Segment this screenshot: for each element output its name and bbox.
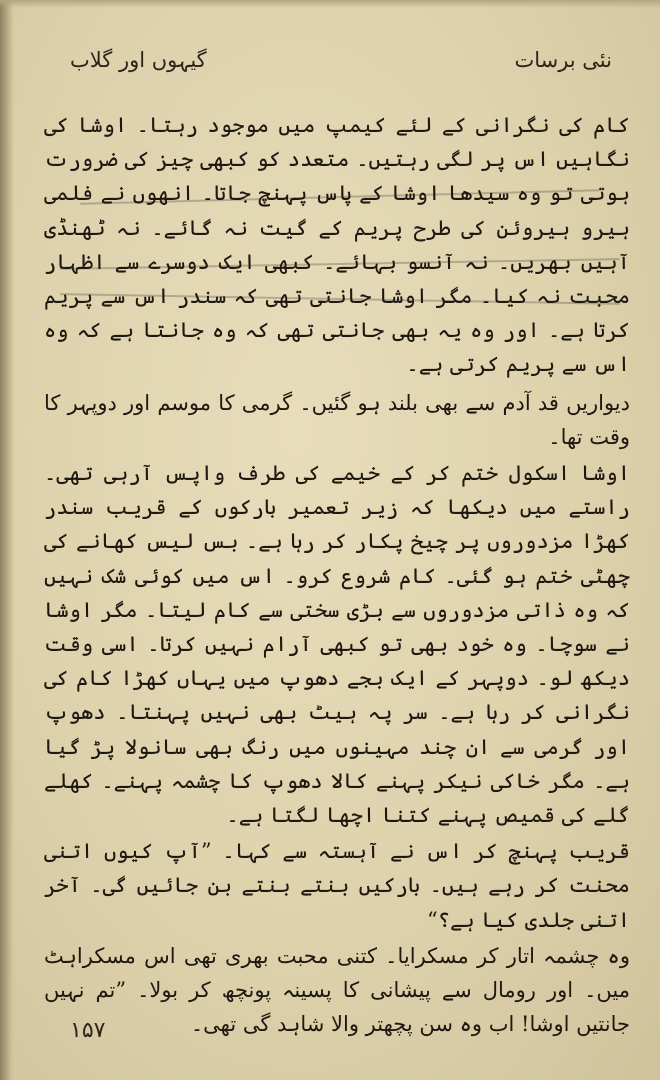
paragraph: کام کی نگرانی کے لئے کیمپ میں موجود رہتا۔ اوشا کی نگاہیں اس پر لگی رہتیں۔ متعدد کو کبھی چیز کی ضرورت ہوتی تو وہ سیدھا اوشا کے پاس پہنچ جاتا۔ انھوں نے فلمی ہیرو ہیروئن کی طرح پریم کے گیت نہ گائے۔ نہ ٹھنڈی آہیں بھریں۔ نہ آنسو بہائے۔ کبھی ایک دوسرے سے اظہار محبت نہ کیا۔ مگر اوشا جانتی تھی کہ سندر اس سے پریم کرتا ہے۔ اور وہ یہ بھی جانتی تھی کہ وہ جانتا ہے کہ وہ اس سے پریم کرتی ہے۔ xyxy=(44,113,630,377)
page-edge-shadow xyxy=(0,0,14,1080)
paragraph: اوشا اسکول ختم کر کے خیمے کی طرف واپس آرہی تھی۔ راستے میں دیکھا کہ زیر تعمیر بارکوں کے قریب سندر کھڑا مزدوروں پر چیخ پکار کر رہا ہے۔ بس لیس کھانے کی چھٹی ختم ہو گئی۔ کام شروع کرو۔ اس میں کوئی شک نہیں کہ وہ ذاتی مزدوروں سے بڑی سختی سے کام لیتا۔ مگر اوشا نے سوچا۔ وہ خود بھی تو کبھی آرام نہیں کرتا۔ اسی وقت دیکھ لو۔ دوپہر کے ایک بجے دھوپ میں یہاں کھڑا کام کی نگرانی کر رہا ہے۔ سر پہ ہیٹ بھی نہیں پہنتا۔ دھوپ اور گرمی سے ان چند مہینوں میں رنگ بھی سانولا پڑ گیا ہے۔ مگر خاکی نیکر پہنے کالا دھوپ کا چشمہ پہنے۔ کھلے گلے کی قمیص پہنے کتنا اچھا لگتا ہے۔ xyxy=(44,461,630,828)
paragraph: وہ چشمہ اتار کر مسکرایا۔ کتنی محبت بھری تھی اس مسکراہٹ میں۔ اور رومال سے پیشانی کا پسینہ پونچھ کر بولا۔ ”تم نہیں جانتیں اوشا! اب وہ سن پچھتر والا شاہد گی تھی۔ xyxy=(44,943,630,1037)
page-top-shadow xyxy=(0,0,660,8)
paragraph: دیواریں قد آدم سے بھی بلند ہو گئیں۔ گرمی کا موسم اور دوپہر کا وقت تھا۔ xyxy=(44,390,630,449)
book-title: نئی برسات xyxy=(514,48,612,72)
chapter-title: گیہوں اور گلاب xyxy=(70,48,207,72)
page-number: ۱۵۷ xyxy=(70,1018,106,1043)
running-header xyxy=(70,40,612,80)
body-text xyxy=(44,108,630,1041)
paragraph: قریب پہنچ کر اس نے آہستہ سے کہا۔ ”آپ کیوں اتنی محنت کر رہے ہیں۔ بارکیں بنتے بنتے بن جائیں گی۔ آخر اتنی جلدی کیا ہے؟“ xyxy=(44,839,630,932)
